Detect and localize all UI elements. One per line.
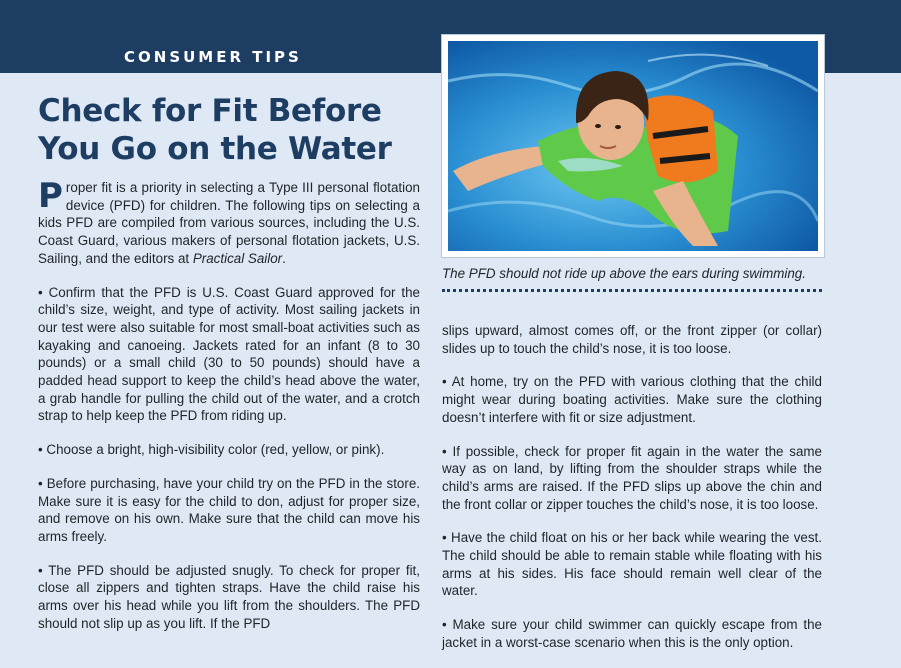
dotted-divider — [442, 289, 822, 292]
tip-paragraph: • Choose a bright, high-visibility color (red, yellow, or pink). — [38, 442, 385, 458]
section-label: CONSUMER TIPS — [124, 48, 302, 66]
tip-paragraph: • The PFD should be adjusted snugly. To check for proper fit, close all zippers and tighten straps. Have the child raise his arms over his head while you lift from the shoulders. The PFD should not slip up as you lift. If the PFD — [38, 562, 420, 631]
intro-end: . — [282, 250, 286, 266]
photo-frame — [442, 35, 824, 257]
tip-paragraph: • Have the child float on his or her back while wearing the vest. The child should be able to remain stable while floating with his arms at his sides. His face should remain well clear of the water. — [442, 530, 822, 599]
child-swimming-illustration — [448, 41, 818, 251]
right-column — [442, 322, 822, 668]
child-eye — [615, 125, 621, 129]
photo-caption: The PFD should not ride up above the ears during swimming. — [442, 266, 806, 281]
child-swimming-photo — [448, 41, 818, 251]
tip-paragraph: • Confirm that the PFD is U.S. Coast Guard approved for the child’s size, weight, and type of activity. Most sailing jackets in our test were also suitable for most small-boat activities such as kayaking and canoeing. Jackets rated for an infant (8 to 30 pounds) or a small child (30 to 50 pounds) should have a padded head support to keep the child’s head above the water, a grab handle for pulling the child out of the water, and a crotch strap to help keep the PFD from riding up. — [38, 284, 420, 424]
left-column — [38, 176, 420, 648]
article-title — [38, 92, 438, 168]
tip-paragraph: • At home, try on the PFD with various clothing that the child might wear during boating activities. Make sure the clothing doesn’t interfere with fit or size adjustment. — [442, 374, 822, 425]
tip-paragraph: • Before purchasing, have your child try on the PFD in the store. Make sure it is easy for the child to don, adjust for proper size, and remove on his own. Make sure that the child can move his arms freely. — [38, 475, 420, 544]
title-line-2: You Go on the Water — [38, 131, 392, 167]
drop-cap: P — [38, 176, 63, 216]
tip-paragraph: slips upward, almost comes off, or the front zipper (or collar) slides up to touch the child’s nose, it is too loose. — [442, 323, 822, 356]
publication-name: Practical Sailor — [192, 250, 283, 266]
tip-paragraph: • If possible, check for proper fit again in the water the same way as on land, by lifting from the shoulder straps while the child’s arms are raised. If the PFD slips up above the chin and the front collar or zipper touches the child’s nose, it is too loose. — [442, 443, 822, 512]
intro-paragraph — [38, 176, 420, 268]
child-eye — [595, 124, 601, 128]
tip-paragraph: • Make sure your child swimmer can quickly escape from the jacket in a worst-case scenario when this is the only option. — [442, 617, 822, 650]
intro-text: roper fit is a priority in selecting a Type III personal flotation device (PFD) for children. The following tips on selecting a kids PFD are compiled from various sources, including the U.S. Coast Guard, various makers of personal flotation jackets, U.S. Sailing, and the editors at — [38, 180, 420, 266]
title-line-1: Check for Fit Before — [38, 93, 382, 129]
